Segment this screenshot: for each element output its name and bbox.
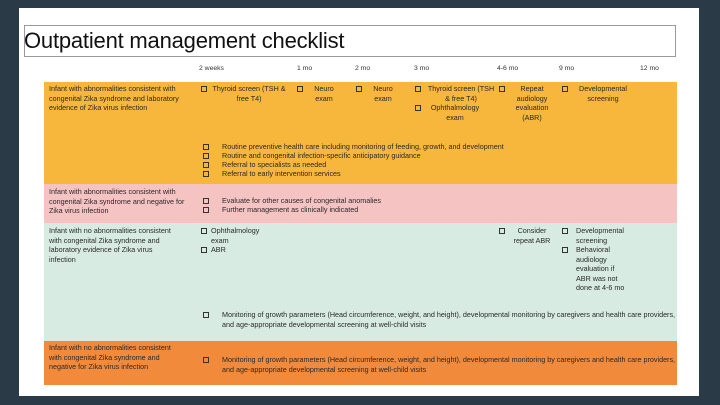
row-3-4-6mo-item: Consider repeat ABR: [499, 226, 555, 245]
column-header-2-weeks: 2 weeks: [199, 65, 224, 72]
row-1-ongoing-1: Routine preventive health care including monitoring of feeding, growth, and development: [203, 142, 504, 152]
checkbox-bullet-icon: [203, 357, 209, 363]
row-1-3mo-item-1: Thyroid screen (TSH & free T4): [415, 84, 497, 103]
row-1-1mo-item: Neuro exam: [297, 84, 341, 103]
checkbox-bullet-icon: [297, 86, 303, 92]
row-1-2mo-item: Neuro exam: [356, 84, 400, 103]
row-2-ongoing-2: Further management as clinically indicated: [203, 205, 358, 215]
checkbox-bullet-icon: [203, 171, 209, 177]
column-header-2-mo: 2 mo: [355, 65, 371, 72]
row-4-ongoing-1: Monitoring of growth parameters (Head circumference, weight, and height), developmental monitoring by caregivers and health care providers, and age-appropriate developmental screening at well-child visits: [203, 355, 677, 374]
checkbox-bullet-icon: [499, 228, 505, 234]
checkbox-bullet-icon: [499, 86, 505, 92]
row-2-ongoing-1: Evaluate for other causes of congenital anomalies: [203, 196, 381, 206]
checkbox-bullet-icon: [562, 247, 568, 253]
checkbox-bullet-icon: [203, 144, 209, 150]
row-3-label: Infant with no abnormalities consistent with congenital Zika syndrome and laboratory evidence of Zika virus infection: [49, 226, 171, 264]
row-1-label: Infant with abnormalities consistent with congenital Zika syndrome and laboratory evidence of Zika virus infection: [49, 84, 179, 113]
row-1-3mo-item-2: Ophthalmology exam: [415, 103, 485, 122]
bottom-frame-bar: [0, 396, 720, 405]
top-frame-bar: [0, 0, 720, 8]
row-3-2wk-item-2: ABR: [201, 245, 226, 255]
checkbox-bullet-icon: [203, 312, 209, 318]
column-header-1-mo: 1 mo: [297, 65, 313, 72]
checkbox-bullet-icon: [415, 86, 421, 92]
checkbox-bullet-icon: [203, 198, 209, 204]
row-1-4-6mo-item: Repeat audiology evaluation (ABR): [499, 84, 555, 122]
row-3-2wk-item-1: Ophthalmology exam: [201, 226, 267, 245]
row-4-label: Infant with no abnormalities consistent with congenital Zika syndrome and negative for Zika virus infection: [49, 343, 171, 372]
checkbox-bullet-icon: [203, 153, 209, 159]
checkbox-bullet-icon: [562, 86, 568, 92]
row-1-9mo-item: Developmental screening: [562, 84, 634, 103]
row-1-ongoing-3: Referral to specialists as needed: [203, 160, 326, 170]
row-3-ongoing-1: Monitoring of growth parameters (Head circumference, weight, and height), developmental monitoring by caregivers and health care providers, and age-appropriate developmental screening at well-child visits: [203, 310, 677, 329]
checkbox-bullet-icon: [356, 86, 362, 92]
checkbox-bullet-icon: [203, 162, 209, 168]
checkbox-bullet-icon: [203, 207, 209, 213]
column-header-12-mo: 12 mo: [640, 65, 659, 72]
row-1-2wk-item: Thyroid screen (TSH & free T4): [201, 84, 287, 103]
row-1-ongoing-2: Routine and congenital infection-specific anticipatory guidance: [203, 151, 421, 161]
checkbox-bullet-icon: [562, 228, 568, 234]
column-header-4-6-mo: 4-6 mo: [497, 65, 519, 72]
column-header-3-mo: 3 mo: [414, 65, 430, 72]
checkbox-bullet-icon: [201, 86, 207, 92]
row-1-ongoing-4: Referral to early intervention services: [203, 169, 341, 179]
checkbox-bullet-icon: [201, 228, 207, 234]
checkbox-bullet-icon: [201, 247, 207, 253]
row-2-label: Infant with abnormalities consistent with congenital Zika syndrome and negative for Zika virus infection: [49, 187, 185, 216]
column-header-9-mo: 9 mo: [559, 65, 575, 72]
row-3-9mo-item-2: Behavioral audiology evaluation if ABR was not done at 4-6 mo: [562, 245, 626, 293]
row-3-9mo-item-1: Developmental screening: [562, 226, 628, 245]
page-title: Outpatient management checklist: [24, 28, 345, 53]
checkbox-bullet-icon: [415, 105, 421, 111]
